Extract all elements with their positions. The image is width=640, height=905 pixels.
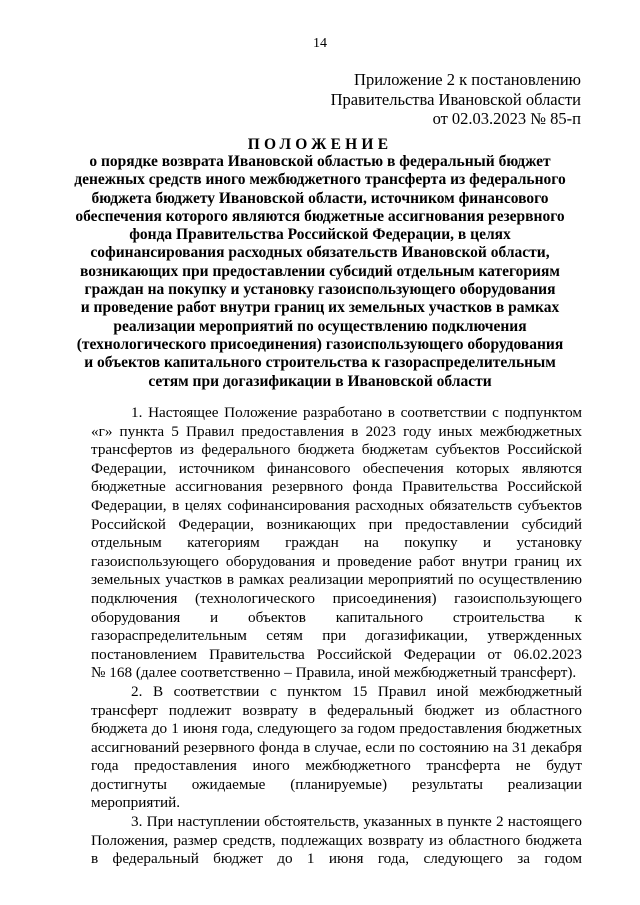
subtitle-line: фонда Правительства Российской Федерации, в целях	[129, 226, 511, 244]
paragraph-line: Российской Федерации, возникающих при предоставлении субсидий	[91, 515, 582, 533]
subtitle-line: реализации мероприятий по осуществлению подключения	[113, 317, 527, 335]
paragraph-line: бюджетные ассигнования резервного фонда Правительства Российской	[91, 478, 582, 496]
paragraph-line: газораспределительным сетям при догазификации, утвержденных	[91, 627, 582, 645]
paragraph-line: оборудования и объектов капитального строительства к	[91, 608, 582, 626]
paragraph-line: бюджета до 1 июня года, следующего за годом предоставления бюджетных	[91, 720, 582, 738]
paragraph-line: Положения, размер средств, подлежащих возврату из областного бюджета	[91, 831, 582, 849]
appendix-line: от 02.03.2023 № 85-п	[432, 109, 581, 128]
paragraph-line: 3. При наступлении обстоятельств, указанных в пункте 2 настоящего	[131, 813, 582, 831]
subtitle-line: граждан на покупку и установку газоиспользующего оборудования	[84, 281, 556, 299]
page-number: 14	[313, 36, 327, 51]
document-body	[91, 404, 582, 869]
paragraph-line: мероприятий.	[91, 794, 181, 812]
subtitle-line: софинансирования расходных обязательств Ивановской области,	[90, 244, 550, 262]
subtitle-line: денежных средств иного межбюджетного трансферта из федерального	[74, 171, 566, 189]
paragraph-line: года предоставления иного межбюджетного трансферта не будут	[91, 757, 582, 775]
appendix-line: Правительства Ивановской области	[330, 89, 581, 109]
paragraph-line: «г» пункта 5 Правил предоставления в 2023 году иных межбюджетных	[91, 422, 582, 440]
paragraph-line: в федеральный бюджет до 1 июня года, следующего за годом	[91, 850, 582, 868]
paragraph-2	[91, 683, 582, 813]
subtitle-line: бюджета бюджету Ивановской области, источником финансового	[91, 189, 549, 207]
document-subtitle	[0, 153, 640, 391]
paragraph-3	[91, 813, 582, 869]
subtitle-line: обеспечения которого являются бюджетные ассигнования резервного	[75, 207, 565, 225]
paragraph-line: газоиспользующего оборудования и проведение работ внутри границ их	[91, 552, 582, 570]
paragraph-line: земельных участков в рамках реализации мероприятий по осуществлению	[91, 571, 582, 589]
paragraph-line: 2. В соответствии с пунктом 15 Правил иной межбюджетный	[131, 682, 582, 700]
paragraph-line: отдельным категориям граждан на покупку и установку	[91, 534, 582, 552]
paragraph-line: 1. Настоящее Положение разработано в соответствии с подпунктом	[131, 404, 582, 421]
subtitle-line: сетям при догазификации в Ивановской области	[148, 372, 492, 390]
appendix-line: Приложение 2 к постановлению	[354, 70, 581, 89]
paragraph-line: Федерации, источником финансового обеспечения которых являются	[91, 459, 582, 477]
subtitle-line: и объектов капитального строительства к газораспределительным	[84, 354, 556, 372]
paragraph-line: подключения (технологического присоединения) газоиспользующего	[91, 589, 582, 607]
paragraph-line: ассигнований резервного фонда в случае, если по состоянию на 31 декабря	[91, 738, 582, 756]
document-title: ПОЛОЖЕНИЕ	[247, 136, 393, 153]
paragraph-line: трансферт подлежит возврату в федеральный бюджет из областного	[91, 701, 582, 719]
paragraph-line: трансфертов из федерального бюджета бюджетам субъектов Российской	[91, 441, 582, 459]
appendix-header	[331, 70, 581, 129]
paragraph-line: достигнуты ожидаемые (планируемые) результаты реализации	[91, 775, 582, 793]
paragraph-1	[91, 404, 582, 683]
subtitle-line: возникающих при предоставлении субсидий отдельным категориям	[80, 262, 560, 280]
subtitle-line: о порядке возврата Ивановской областью в федеральный бюджет	[89, 153, 551, 170]
paragraph-line: постановлением Правительства Российской Федерации от 06.02.2023	[91, 645, 582, 663]
paragraph-line: № 168 (далее соответственно – Правила, иной межбюджетный трансферт).	[91, 664, 577, 682]
paragraph-line: Федерации, в целях софинансирования расходных обязательств субъектов	[91, 496, 582, 514]
subtitle-line: и проведение работ внутри границ их земельных участков в рамках	[80, 299, 560, 317]
subtitle-line: (технологического присоединения) газоиспользующего оборудования	[76, 335, 564, 353]
